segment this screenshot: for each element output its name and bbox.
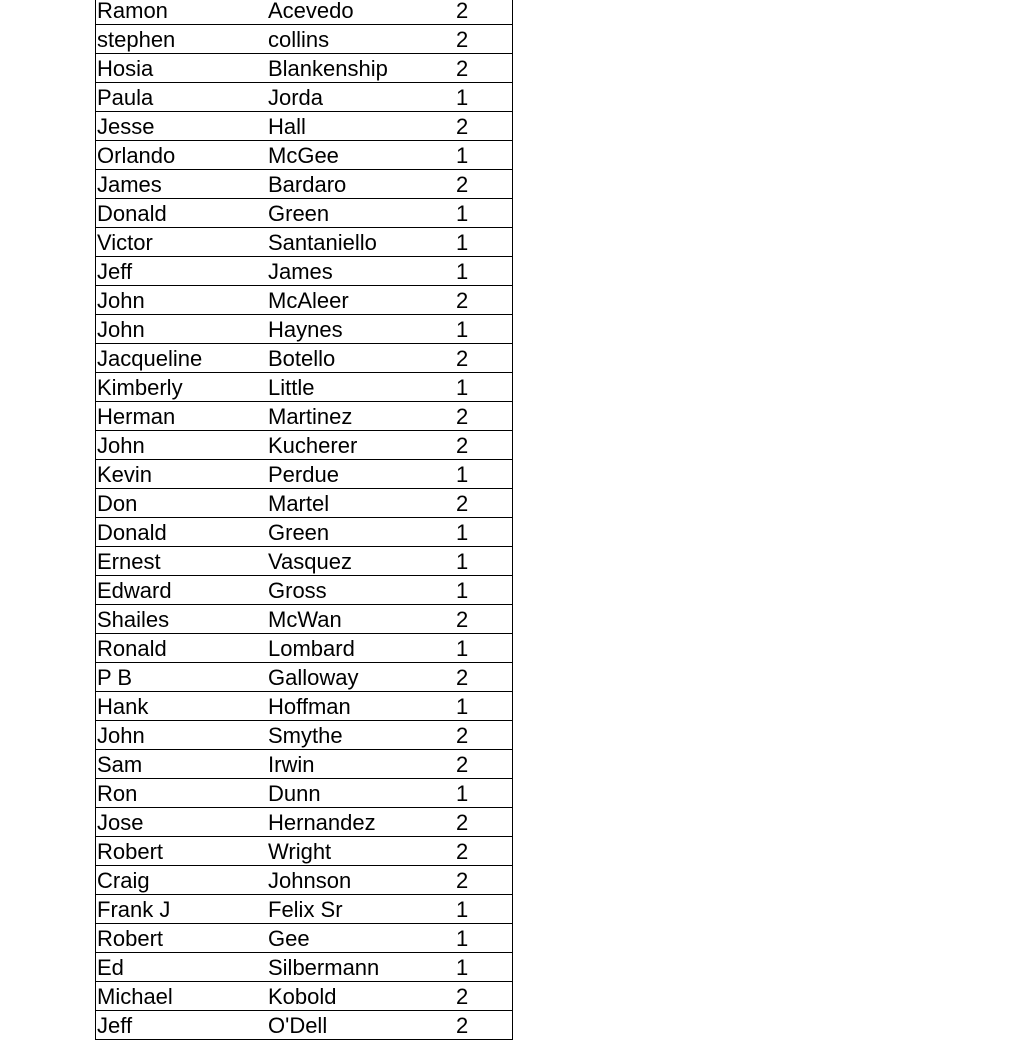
count-cell: 1 bbox=[456, 259, 469, 284]
first-name-cell: Ronald bbox=[97, 636, 167, 661]
count-cell: 2 bbox=[456, 752, 469, 777]
count-cell: 1 bbox=[456, 317, 469, 342]
last-name-cell: Jorda bbox=[268, 85, 324, 110]
first-name-cell: Jose bbox=[97, 810, 144, 835]
table-row bbox=[96, 286, 512, 315]
last-name-cell: collins bbox=[268, 27, 330, 52]
count-cell: 2 bbox=[456, 491, 469, 516]
first-name-cell: Orlando bbox=[97, 143, 176, 168]
table-row bbox=[96, 83, 512, 112]
count-cell: 1 bbox=[456, 520, 469, 545]
first-name-cell: Paula bbox=[97, 85, 154, 110]
count-cell: 2 bbox=[456, 984, 469, 1009]
count-cell: 2 bbox=[456, 346, 469, 371]
last-name-cell: Irwin bbox=[268, 752, 315, 777]
table-row bbox=[96, 315, 512, 344]
first-name-cell: Robert bbox=[97, 926, 164, 951]
last-name-cell: Martinez bbox=[268, 404, 353, 429]
last-name-cell: O'Dell bbox=[268, 1013, 328, 1038]
count-cell: 2 bbox=[456, 404, 469, 429]
count-cell: 2 bbox=[456, 433, 469, 458]
first-name-cell: James bbox=[97, 172, 162, 197]
count-cell: 1 bbox=[456, 636, 469, 661]
last-name-cell: Little bbox=[268, 375, 315, 400]
first-name-cell: Shailes bbox=[97, 607, 170, 632]
count-cell: 1 bbox=[456, 201, 469, 226]
first-name-cell: Craig bbox=[97, 868, 150, 893]
count-cell: 1 bbox=[456, 578, 469, 603]
table-row bbox=[96, 460, 512, 489]
table-row bbox=[96, 605, 512, 634]
first-name-cell: Robert bbox=[97, 839, 164, 864]
table-row bbox=[96, 1011, 512, 1040]
first-name-cell: Edward bbox=[97, 578, 172, 603]
count-cell: 2 bbox=[456, 607, 469, 632]
last-name-cell: Hall bbox=[268, 114, 306, 139]
count-cell: 2 bbox=[456, 56, 469, 81]
table-row bbox=[96, 837, 512, 866]
spreadsheet-table bbox=[95, 0, 513, 1040]
table-row bbox=[96, 431, 512, 460]
table-row bbox=[96, 170, 512, 199]
last-name-cell: Lombard bbox=[268, 636, 355, 661]
table-row bbox=[96, 402, 512, 431]
first-name-cell: Ed bbox=[97, 955, 124, 980]
table-row bbox=[96, 895, 512, 924]
count-cell: 2 bbox=[456, 172, 469, 197]
table-row bbox=[96, 634, 512, 663]
first-name-cell: Donald bbox=[97, 520, 167, 545]
last-name-cell: Kucherer bbox=[268, 433, 358, 458]
count-cell: 1 bbox=[456, 897, 469, 922]
first-name-cell: Hosia bbox=[97, 56, 154, 81]
count-cell: 2 bbox=[456, 1013, 469, 1038]
first-name-cell: John bbox=[97, 317, 145, 342]
table-row bbox=[96, 750, 512, 779]
first-name-cell: John bbox=[97, 723, 145, 748]
table-row bbox=[96, 721, 512, 750]
first-name-cell: Jesse bbox=[97, 114, 155, 139]
last-name-cell: Hernandez bbox=[268, 810, 376, 835]
last-name-cell: Hoffman bbox=[268, 694, 351, 719]
last-name-cell: McGee bbox=[268, 143, 339, 168]
count-cell: 1 bbox=[456, 549, 469, 574]
table-row bbox=[96, 576, 512, 605]
first-name-cell: Donald bbox=[97, 201, 167, 226]
first-name-cell: Jacqueline bbox=[97, 346, 203, 371]
last-name-cell: Gross bbox=[268, 578, 327, 603]
table-row bbox=[96, 373, 512, 402]
last-name-cell: McWan bbox=[268, 607, 342, 632]
table-row bbox=[96, 547, 512, 576]
last-name-cell: Martel bbox=[268, 491, 330, 516]
first-name-cell: Kimberly bbox=[97, 375, 183, 400]
count-cell: 2 bbox=[456, 839, 469, 864]
count-cell: 1 bbox=[456, 781, 469, 806]
last-name-cell: Haynes bbox=[268, 317, 343, 342]
table-row bbox=[96, 0, 512, 25]
first-name-cell: Jeff bbox=[97, 1013, 133, 1038]
last-name-cell: Botello bbox=[268, 346, 336, 371]
first-name-cell: John bbox=[97, 288, 145, 313]
first-name-cell: Ron bbox=[97, 781, 138, 806]
count-cell: 1 bbox=[456, 462, 469, 487]
count-cell: 2 bbox=[456, 868, 469, 893]
count-cell: 2 bbox=[456, 665, 469, 690]
last-name-cell: Smythe bbox=[268, 723, 343, 748]
last-name-cell: Johnson bbox=[268, 868, 352, 893]
count-cell: 1 bbox=[456, 85, 469, 110]
count-cell: 1 bbox=[456, 926, 469, 951]
first-name-cell: P B bbox=[97, 665, 133, 690]
last-name-cell: Acevedo bbox=[268, 0, 354, 23]
table-row bbox=[96, 692, 512, 721]
last-name-cell: Perdue bbox=[268, 462, 339, 487]
count-cell: 2 bbox=[456, 27, 469, 52]
table-row bbox=[96, 808, 512, 837]
first-name-cell: Jeff bbox=[97, 259, 133, 284]
last-name-cell: Santaniello bbox=[268, 230, 377, 255]
table-row bbox=[96, 518, 512, 547]
count-cell: 2 bbox=[456, 810, 469, 835]
count-cell: 2 bbox=[456, 288, 469, 313]
table-row bbox=[96, 344, 512, 373]
table-row bbox=[96, 199, 512, 228]
last-name-cell: Vasquez bbox=[268, 549, 352, 574]
count-cell: 1 bbox=[456, 955, 469, 980]
first-name-cell: stephen bbox=[97, 27, 176, 52]
table-row bbox=[96, 54, 512, 83]
table-row bbox=[96, 663, 512, 692]
count-cell: 2 bbox=[456, 114, 469, 139]
first-name-cell: John bbox=[97, 433, 145, 458]
count-cell: 1 bbox=[456, 143, 469, 168]
last-name-cell: Wright bbox=[268, 839, 332, 864]
table-row bbox=[96, 141, 512, 170]
table-row bbox=[96, 257, 512, 286]
first-name-cell: Hank bbox=[97, 694, 149, 719]
first-name-cell: Michael bbox=[97, 984, 173, 1009]
first-name-cell: Don bbox=[97, 491, 138, 516]
last-name-cell: Gee bbox=[268, 926, 310, 951]
table-row bbox=[96, 924, 512, 953]
first-name-cell: Victor bbox=[97, 230, 153, 255]
last-name-cell: Green bbox=[268, 201, 330, 226]
last-name-cell: Bardaro bbox=[268, 172, 347, 197]
table-row bbox=[96, 489, 512, 518]
first-name-cell: Frank J bbox=[97, 897, 171, 922]
last-name-cell: McAleer bbox=[268, 288, 349, 313]
last-name-cell: Kobold bbox=[268, 984, 337, 1009]
count-cell: 1 bbox=[456, 694, 469, 719]
count-cell: 2 bbox=[456, 0, 469, 23]
table-row bbox=[96, 779, 512, 808]
last-name-cell: Silbermann bbox=[268, 955, 380, 980]
first-name-cell: Ernest bbox=[97, 549, 161, 574]
count-cell: 2 bbox=[456, 723, 469, 748]
first-name-cell: Kevin bbox=[97, 462, 153, 487]
first-name-cell: Herman bbox=[97, 404, 176, 429]
first-name-cell: Ramon bbox=[97, 0, 168, 23]
count-cell: 1 bbox=[456, 230, 469, 255]
last-name-cell: Blankenship bbox=[268, 56, 388, 81]
last-name-cell: Dunn bbox=[268, 781, 321, 806]
last-name-cell: Galloway bbox=[268, 665, 359, 690]
table-row bbox=[96, 953, 512, 982]
table-row bbox=[96, 228, 512, 257]
last-name-cell: James bbox=[268, 259, 333, 284]
count-cell: 1 bbox=[456, 375, 469, 400]
last-name-cell: Felix Sr bbox=[268, 897, 343, 922]
table-row bbox=[96, 866, 512, 895]
first-name-cell: Sam bbox=[97, 752, 143, 777]
table-row bbox=[96, 25, 512, 54]
table-row bbox=[96, 112, 512, 141]
table-row bbox=[96, 982, 512, 1011]
last-name-cell: Green bbox=[268, 520, 330, 545]
